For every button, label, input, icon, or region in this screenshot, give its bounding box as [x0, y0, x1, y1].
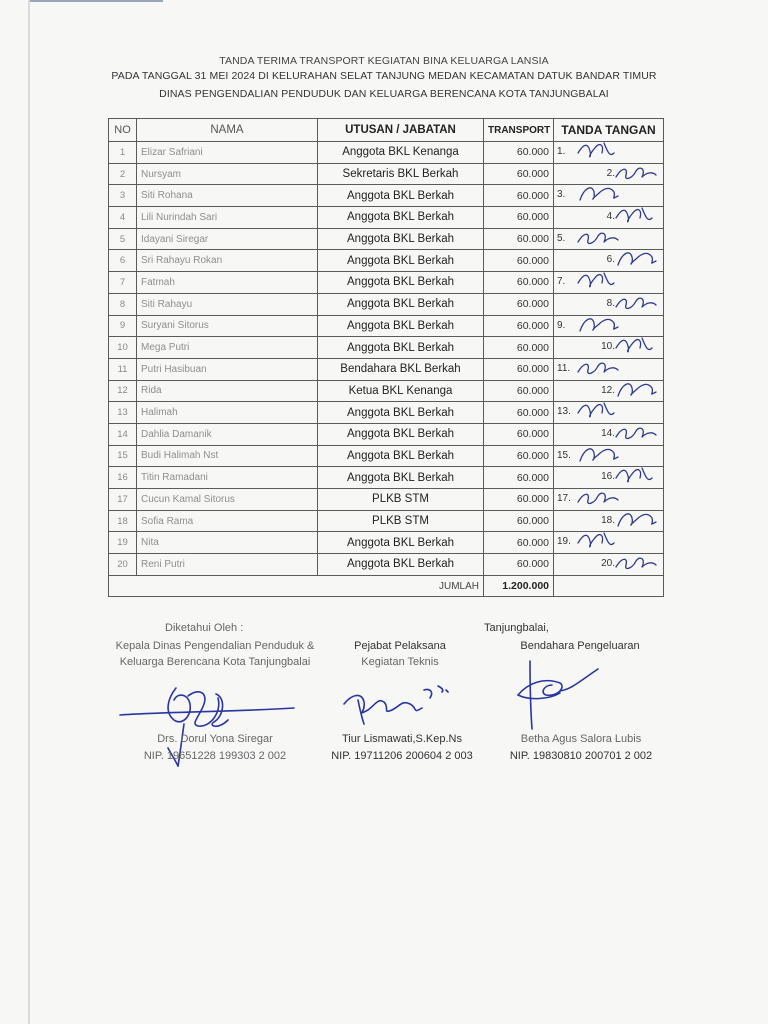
table-row — [109, 445, 664, 467]
row-position: Anggota BKL Berkah — [318, 228, 484, 250]
row-position: Anggota BKL Berkah — [318, 315, 484, 337]
handwritten-signature-icon — [568, 489, 628, 511]
row-signature-cell — [554, 185, 664, 207]
row-number: 12 — [109, 380, 137, 402]
handwritten-signature-icon — [606, 423, 664, 445]
table-row — [109, 510, 664, 532]
middle-signature-icon — [338, 670, 458, 730]
row-number: 20 — [109, 554, 137, 576]
row-number: 4 — [109, 207, 137, 229]
row-number: 16 — [109, 467, 137, 489]
handwritten-signature-icon — [606, 163, 664, 185]
handwritten-signature-icon — [606, 207, 664, 229]
handwritten-signature-icon — [568, 185, 628, 207]
row-name: Putri Hasibuan — [137, 358, 318, 380]
handwritten-signature-icon — [606, 380, 664, 402]
handwritten-signature-icon — [606, 337, 664, 359]
table-row — [109, 250, 664, 272]
row-position: Sekretaris BKL Berkah — [318, 163, 484, 185]
row-signature-number: 3. — [557, 189, 566, 201]
handwritten-signature-icon — [568, 228, 628, 250]
handwritten-signature-icon — [606, 293, 664, 315]
row-signature-number: 17. — [557, 493, 571, 504]
handwritten-signature-icon — [568, 315, 628, 337]
row-number: 11 — [109, 358, 137, 380]
row-name: Cucun Kamal Sitorus — [137, 489, 318, 511]
row-number: 9 — [109, 315, 137, 337]
table-row — [109, 163, 664, 185]
row-name: Rida — [137, 380, 318, 402]
row-number: 8 — [109, 293, 137, 315]
row-signature-cell — [554, 142, 664, 164]
column-header-no: NO — [109, 119, 137, 142]
table-row — [109, 337, 664, 359]
handwritten-signature-icon — [568, 445, 628, 467]
middle-signer-name: Tiur Lismawati,S.Kep.Ns — [341, 733, 463, 745]
row-name: Nursyam — [137, 163, 318, 185]
row-position: Anggota BKL Berkah — [318, 554, 484, 576]
left-signer-nip: NIP. 19651228 199303 2 002 — [143, 750, 287, 762]
row-position: Anggota BKL Berkah — [318, 293, 484, 315]
row-name: Titin Ramadani — [137, 467, 318, 489]
right-signer-nip: NIP. 19830810 200701 2 002 — [509, 750, 653, 762]
row-number: 6 — [109, 250, 137, 272]
row-signature-cell — [554, 423, 664, 445]
row-signature-number: 11. — [557, 362, 571, 374]
row-signature-cell — [554, 532, 664, 554]
handwritten-signature-icon — [606, 510, 664, 532]
row-signature-cell — [554, 272, 664, 294]
row-position: Anggota BKL Berkah — [318, 337, 484, 359]
row-signature-number: 9. — [557, 319, 566, 331]
row-signature-number: 1. — [557, 146, 566, 157]
row-signature-number: 19. — [557, 536, 571, 548]
row-transport-amount: 60.000 — [484, 250, 554, 272]
row-signature-cell — [554, 228, 664, 250]
table-row — [109, 532, 664, 554]
row-transport-amount: 60.000 — [484, 402, 554, 424]
row-position: Ketua BKL Kenanga — [318, 380, 484, 402]
row-position: Anggota BKL Berkah — [318, 250, 484, 272]
row-signature-cell — [554, 402, 664, 424]
row-signature-cell — [554, 489, 664, 511]
row-signature-number: 12. — [601, 384, 615, 396]
row-transport-amount: 60.000 — [484, 423, 554, 445]
row-signature-number: 13. — [557, 406, 571, 418]
row-transport-amount: 60.000 — [484, 489, 554, 511]
row-name: Siti Rohana — [137, 185, 318, 207]
row-signature-number: 10. — [601, 341, 615, 353]
total-empty-cell — [554, 575, 664, 597]
row-signature-cell — [554, 358, 664, 380]
row-transport-amount: 60.000 — [484, 467, 554, 489]
column-header-transport: TRANSPORT — [484, 119, 554, 142]
row-transport-amount: 60.000 — [484, 207, 554, 229]
handwritten-signature-icon — [568, 142, 628, 164]
row-name: Siti Rahayu — [137, 293, 318, 315]
row-signature-number: 4. — [606, 211, 615, 223]
row-signature-cell — [554, 315, 664, 337]
row-transport-amount: 60.000 — [484, 293, 554, 315]
row-signature-cell — [554, 554, 664, 576]
header-line-3: DINAS PENGENDALIAN PENDUDUK DAN KELUARGA BERENCANA KOTA TANJUNGBALAI — [159, 88, 609, 100]
handwritten-signature-icon — [568, 358, 628, 380]
row-signature-cell — [554, 293, 664, 315]
row-name: Nita — [137, 532, 318, 554]
row-position: Anggota BKL Berkah — [318, 532, 484, 554]
row-number: 18 — [109, 510, 137, 532]
row-signature-number: 6. — [606, 254, 615, 266]
handwritten-signature-icon — [568, 402, 628, 424]
row-transport-amount: 60.000 — [484, 185, 554, 207]
row-signature-number: 14. — [601, 427, 615, 439]
table-row — [109, 380, 664, 402]
row-transport-amount: 60.000 — [484, 445, 554, 467]
column-header-nama: NAMA — [137, 119, 318, 142]
row-position: Bendahara BKL Berkah — [318, 358, 484, 380]
row-signature-number: 18. — [601, 514, 615, 526]
row-name: Mega Putri — [137, 337, 318, 359]
row-signature-number: 2. — [606, 167, 615, 179]
row-signature-cell — [554, 207, 664, 229]
row-number: 7 — [109, 272, 137, 294]
row-signature-number: 5. — [557, 232, 566, 244]
total-value: 1.200.000 — [484, 575, 554, 597]
handwritten-signature-icon — [606, 250, 664, 272]
row-name: Fatmah — [137, 272, 318, 294]
row-number: 10 — [109, 337, 137, 359]
row-position: Anggota BKL Berkah — [318, 207, 484, 229]
row-transport-amount: 60.000 — [484, 228, 554, 250]
handwritten-signature-icon — [568, 532, 628, 554]
row-name: Elizar Safriani — [137, 142, 318, 164]
table-header-row — [109, 119, 664, 142]
row-transport-amount: 60.000 — [484, 272, 554, 294]
table-row — [109, 293, 664, 315]
row-signature-number: 15. — [557, 449, 571, 461]
row-position: Anggota BKL Berkah — [318, 423, 484, 445]
row-position: Anggota BKL Kenanga — [318, 142, 484, 164]
row-number: 14 — [109, 423, 137, 445]
row-signature-cell — [554, 467, 664, 489]
table-row — [109, 489, 664, 511]
table-row — [109, 402, 664, 424]
row-name: Idayani Siregar — [137, 228, 318, 250]
row-number: 13 — [109, 402, 137, 424]
row-transport-amount: 60.000 — [484, 337, 554, 359]
row-number: 2 — [109, 163, 137, 185]
row-transport-amount: 60.000 — [484, 380, 554, 402]
total-row — [109, 575, 664, 597]
row-position: Anggota BKL Berkah — [318, 185, 484, 207]
row-transport-amount: 60.000 — [484, 358, 554, 380]
left-title-1: Kepala Dinas Pengendalian Penduduk & — [115, 640, 315, 652]
row-name: Halimah — [137, 402, 318, 424]
handwritten-signature-icon — [568, 272, 628, 294]
row-signature-cell — [554, 445, 664, 467]
transport-receipt-table — [108, 118, 664, 597]
middle-title-1: Pejabat Pelaksana — [354, 640, 446, 652]
row-signature-cell — [554, 380, 664, 402]
row-name: Dahlia Damanik — [137, 423, 318, 445]
row-name: Sofia Rama — [137, 510, 318, 532]
row-name: Reni Putri — [137, 554, 318, 576]
row-signature-cell — [554, 250, 664, 272]
scan-edge-top — [28, 0, 163, 2]
row-signature-number: 7. — [557, 276, 566, 288]
row-transport-amount: 60.000 — [484, 510, 554, 532]
row-transport-amount: 60.000 — [484, 315, 554, 337]
column-header-tanda-tangan: TANDA TANGAN — [554, 119, 664, 142]
row-signature-cell — [554, 163, 664, 185]
right-signature-icon — [500, 655, 610, 735]
header-line-1: TANDA TERIMA TRANSPORT KEGIATAN BINA KELUARGA LANSIA — [219, 55, 549, 67]
header-line-2: PADA TANGGAL 31 MEI 2024 DI KELURAHAN SELAT TANJUNG MEDAN KECAMATAN DATUK BANDAR TIMUR — [111, 70, 657, 82]
total-label: JUMLAH — [109, 575, 484, 597]
row-position: PLKB STM — [318, 489, 484, 511]
left-signer-name: Drs. Dorul Yona Siregar — [157, 733, 273, 745]
table-row — [109, 207, 664, 229]
row-signature-cell — [554, 337, 664, 359]
table-row — [109, 272, 664, 294]
row-position: Anggota BKL Berkah — [318, 467, 484, 489]
row-position: Anggota BKL Berkah — [318, 402, 484, 424]
right-place-date: Tanjungbalai, — [484, 622, 549, 634]
row-position: PLKB STM — [318, 510, 484, 532]
table-row — [109, 554, 664, 576]
right-title-1: Bendahara Pengeluaran — [520, 640, 640, 652]
row-transport-amount: 60.000 — [484, 163, 554, 185]
left-title-2: Keluarga Berencana Kota Tanjungbalai — [119, 656, 311, 668]
row-position: Anggota BKL Berkah — [318, 272, 484, 294]
row-name: Budi Halimah Nst — [137, 445, 318, 467]
table-row — [109, 423, 664, 445]
row-name: Suryani Sitorus — [137, 315, 318, 337]
row-signature-number: 8. — [606, 297, 615, 309]
row-number: 3 — [109, 185, 137, 207]
left-known-by-label: Diketahui Oleh : — [165, 622, 244, 634]
row-number: 19 — [109, 532, 137, 554]
right-signer-name: Betha Agus Salora Lubis — [520, 733, 642, 745]
row-position: Anggota BKL Berkah — [318, 445, 484, 467]
table-row — [109, 228, 664, 250]
column-header-utusan: UTUSAN / JABATAN — [318, 119, 484, 142]
table-row — [109, 358, 664, 380]
row-signature-cell — [554, 510, 664, 532]
table-row — [109, 467, 664, 489]
table-row — [109, 142, 664, 164]
row-number: 1 — [109, 142, 137, 164]
table-row — [109, 315, 664, 337]
row-transport-amount: 60.000 — [484, 142, 554, 164]
middle-signer-nip: NIP. 19711206 200604 2 003 — [331, 750, 473, 762]
row-number: 17 — [109, 489, 137, 511]
handwritten-signature-icon — [606, 554, 664, 576]
row-transport-amount: 60.000 — [484, 554, 554, 576]
row-number: 15 — [109, 445, 137, 467]
row-transport-amount: 60.000 — [484, 532, 554, 554]
row-name: Lili Nurindah Sari — [137, 207, 318, 229]
row-number: 5 — [109, 228, 137, 250]
scan-edge-left — [28, 0, 30, 1024]
row-signature-number: 16. — [601, 471, 615, 483]
row-name: Sri Rahayu Rokan — [137, 250, 318, 272]
handwritten-signature-icon — [606, 467, 664, 489]
row-signature-number: 20. — [601, 558, 615, 570]
table-row — [109, 185, 664, 207]
middle-title-2: Kegiatan Teknis — [361, 656, 439, 668]
